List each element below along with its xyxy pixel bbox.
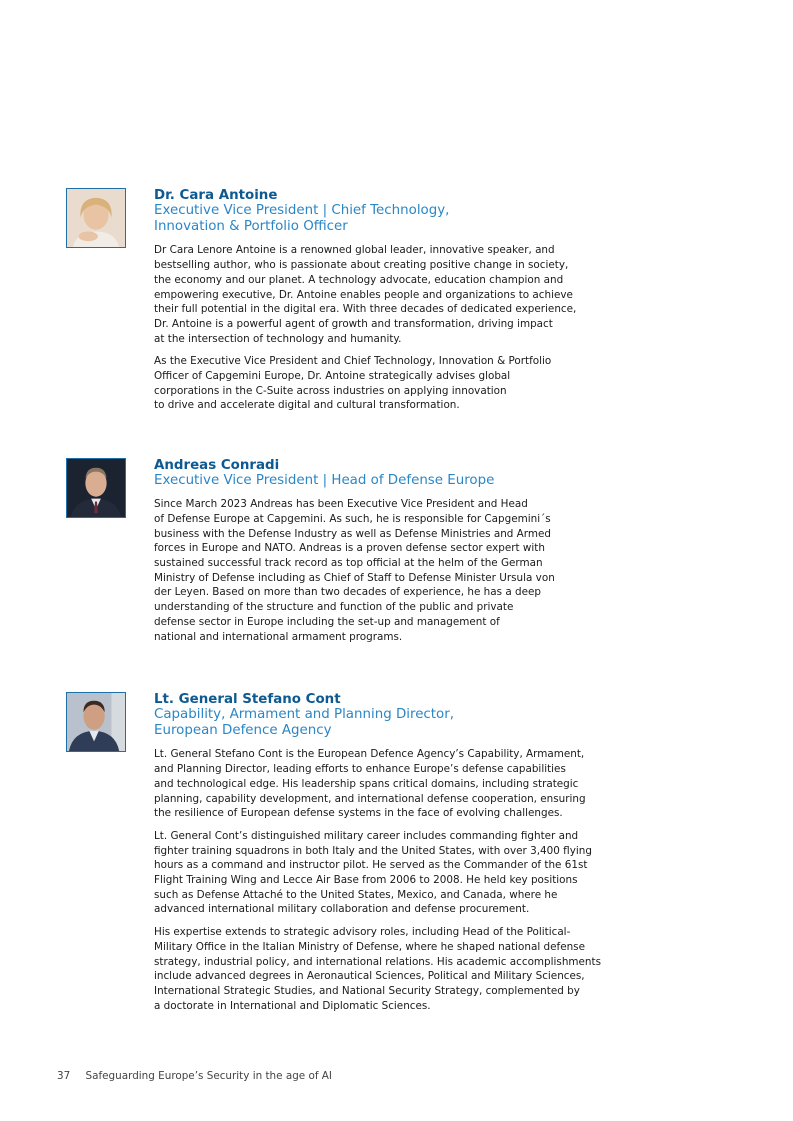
- person-name: Dr. Cara Antoine: [154, 188, 278, 203]
- bio-paragraph: [154, 497, 614, 644]
- text-line: International Strategic Studies, and National Security Strategy, complemented by: [154, 984, 580, 997]
- bio-paragraph: [154, 747, 614, 821]
- text-line: defense sector in Europe including the set-up and management of: [154, 615, 500, 628]
- bio-paragraph: [154, 925, 614, 1013]
- text-line: corporations in the C-Suite across industries on applying innovation: [154, 384, 507, 397]
- bio-paragraph: [154, 354, 614, 413]
- text-line: business with the Defense Industry as well as Defense Ministries and Armed: [154, 527, 551, 540]
- portrait-photo: [66, 458, 126, 518]
- bio-paragraph: [154, 829, 614, 917]
- text-line: His expertise extends to strategic advisory roles, including Head of the Political-: [154, 926, 571, 939]
- portrait-photo: [66, 188, 126, 248]
- text-line: fighter training squadrons in both Italy and the United States, with over 3,400 flying: [154, 844, 592, 857]
- text-line: of Defense Europe at Capgemini. As such, he is responsible for Capgemini´s: [154, 512, 551, 525]
- person-title-line: Innovation & Portfolio Officer: [154, 219, 348, 235]
- text-line: strategy, industrial policy, and international relations. His academic accomplishments: [154, 955, 602, 968]
- text-line: forces in Europe and NATO. Andreas is a proven defense sector expert with: [154, 542, 545, 555]
- person-title-line: European Defence Agency: [154, 723, 332, 739]
- text-line: Since March 2023 Andreas has been Executive Vice President and Head: [154, 498, 528, 511]
- text-line: to drive and accelerate digital and cultural transformation.: [154, 399, 460, 412]
- person-title-line: Executive Vice President | Head of Defense Europe: [154, 473, 495, 488]
- person-name: Lt. General Stefano Cont: [154, 692, 341, 707]
- text-line: understanding of the structure and function of the public and private: [154, 601, 514, 614]
- text-line: Ministry of Defense including as Chief of Staff to Defense Minister Ursula von: [154, 571, 555, 584]
- text-line: sustained successful track record as top official at the helm of the German: [154, 557, 543, 570]
- portrait-photo: [66, 692, 126, 752]
- text-line: hours as a command and instructor pilot. He served as the Commander of the 61st: [154, 859, 588, 872]
- text-line: at the intersection of technology and humanity.: [154, 332, 402, 345]
- text-line: Dr Cara Lenore Antoine is a renowned global leader, innovative speaker, and: [154, 244, 555, 257]
- text-line: Flight Training Wing and Lecce Air Base from 2006 to 2008. He held key positions: [154, 874, 578, 887]
- text-line: Lt. General Stefano Cont is the European Defence Agency’s Capability, Armament,: [154, 748, 585, 761]
- text-line: advanced international military collaboration and defense procurement.: [154, 903, 530, 916]
- bio-paragraph: [154, 243, 614, 346]
- text-line: Dr. Antoine is a powerful agent of growth and transformation, driving impact: [154, 317, 553, 330]
- text-line: Lt. General Cont’s distinguished military career includes commanding fighter and: [154, 829, 579, 842]
- text-line: empowering executive, Dr. Antoine enables people and organizations to achieve: [154, 288, 573, 301]
- text-line: der Leyen. Based on more than two decades of experience, he has a deep: [154, 586, 541, 599]
- text-line: their full potential in the digital era. With three decades of dedicated experience,: [154, 303, 577, 316]
- text-line: Military Office in the Italian Ministry of Defense, where he shaped national defense: [154, 940, 585, 953]
- text-line: the resilience of European defense systems in the face of evolving challenges.: [154, 807, 563, 820]
- text-line: bestselling author, who is passionate about creating positive change in society,: [154, 259, 569, 272]
- person-name: Andreas Conradi: [154, 458, 280, 473]
- page-number: 37: [57, 1070, 71, 1082]
- text-line: As the Executive Vice President and Chief Technology, Innovation & Portfolio: [154, 355, 552, 368]
- bio-text: [154, 188, 614, 413]
- text-line: and technological edge. His leadership spans critical domains, including strategic: [154, 777, 579, 790]
- person-title-line: Capability, Armament and Planning Director,: [154, 707, 455, 722]
- text-line: such as Defense Attaché to the United States, Mexico, and Canada, where he: [154, 888, 558, 901]
- bio-text: [154, 458, 614, 644]
- text-line: the economy and our planet. A technology advocate, education champion and: [154, 273, 564, 286]
- text-line: planning, capability development, and international defense cooperation, ensuring: [154, 792, 586, 805]
- text-line: Officer of Capgemini Europe, Dr. Antoine strategically advises global: [154, 370, 511, 383]
- text-line: and Planning Director, leading efforts to enhance Europe’s defense capabilities: [154, 763, 566, 776]
- document-title: Safeguarding Europe’s Security in the age of AI: [85, 1070, 332, 1082]
- text-line: a doctorate in International and Diplomatic Sciences.: [154, 999, 431, 1012]
- bio-text: [154, 692, 614, 1013]
- person-title-line: Executive Vice President | Chief Technology,: [154, 203, 450, 218]
- page-footer: [57, 1070, 332, 1082]
- text-line: national and international armament programs.: [154, 630, 403, 643]
- text-line: include advanced degrees in Aeronautical Sciences, Political and Military Sciences,: [154, 970, 585, 983]
